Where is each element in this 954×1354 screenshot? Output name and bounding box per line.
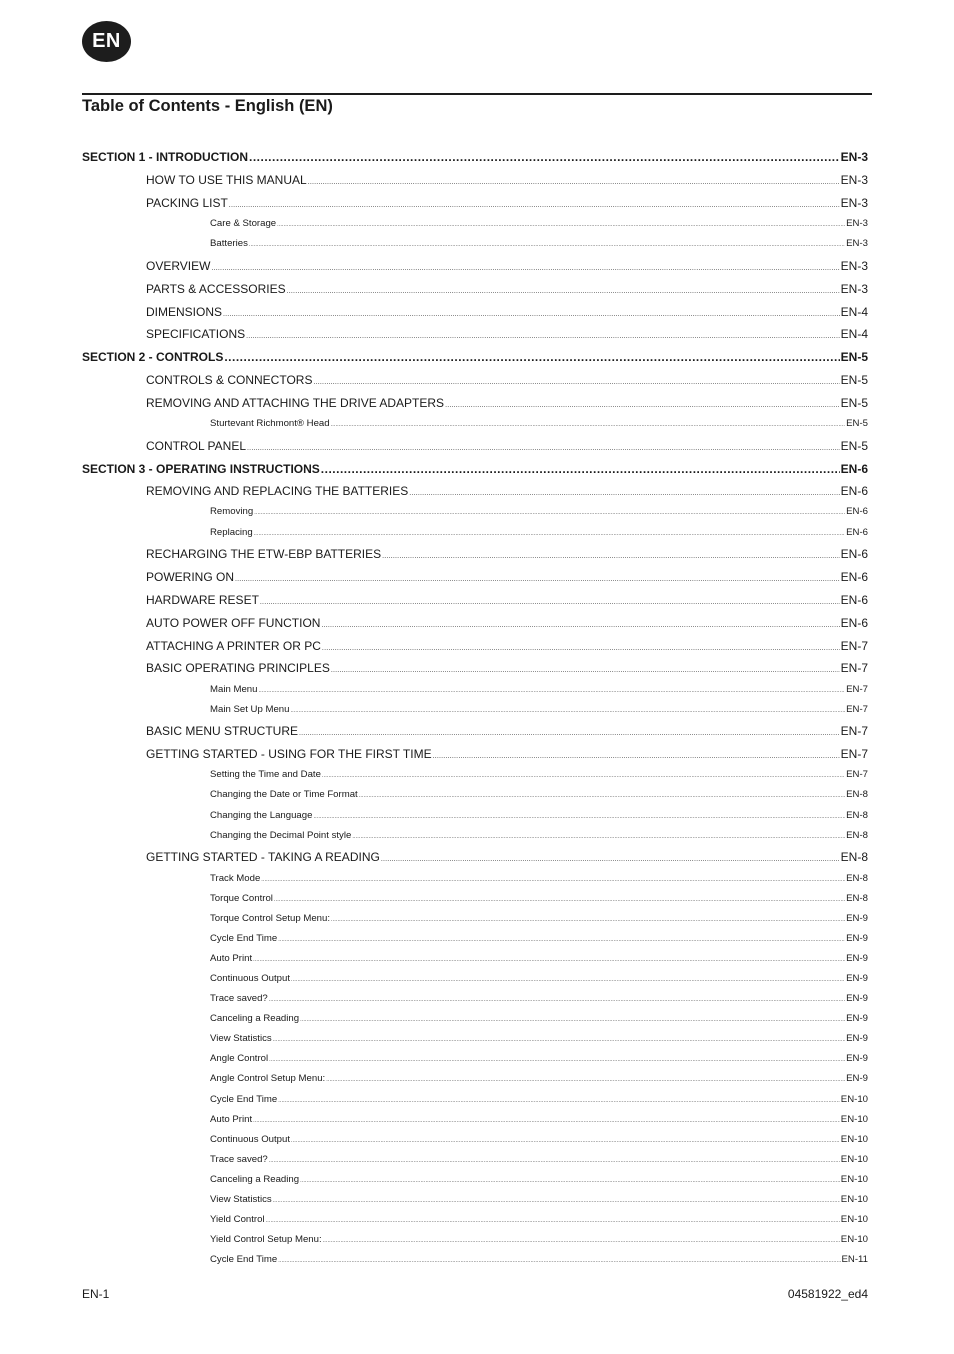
toc-entry[interactable] (82, 463, 868, 475)
toc-entry-label: Trace saved? (210, 993, 268, 1004)
toc-dot-leader (300, 1014, 845, 1024)
toc-entry[interactable] (210, 1034, 868, 1044)
toc-dot-leader (273, 1195, 840, 1205)
toc-entry-label: BASIC OPERATING PRINCIPLES (146, 661, 330, 675)
toc-entry-label: BASIC MENU STRUCTURE (146, 724, 299, 738)
toc-entry[interactable] (210, 528, 868, 538)
toc-entry[interactable] (146, 851, 868, 863)
toc-entry-label: Cycle End Time (210, 1094, 278, 1105)
toc-entry[interactable] (210, 974, 868, 984)
toc-dot-leader (266, 1215, 840, 1225)
toc-entry[interactable] (210, 1175, 868, 1185)
toc-entry-label: HOW TO USE THIS MANUAL (146, 173, 307, 187)
toc-entry-page: EN-8 (846, 810, 868, 821)
toc-entry[interactable] (146, 617, 868, 629)
toc-entry-page: EN-8 (840, 850, 868, 864)
toc-entry-label: Batteries (210, 238, 248, 249)
toc-entry-page: EN-8 (846, 873, 868, 884)
toc-entry[interactable] (210, 954, 868, 964)
toc-entry-label: Auto Print (210, 1114, 253, 1125)
toc-dot-leader (321, 463, 840, 475)
toc-entry-page: EN-10 (840, 1114, 868, 1125)
toc-entry-page: EN-3 (846, 218, 868, 229)
toc-entry[interactable] (210, 994, 868, 1004)
toc-entry-label: CONTROLS & CONNECTORS (146, 373, 313, 387)
toc-entry-label: PARTS & ACCESSORIES (146, 282, 286, 296)
toc-entry-label: Main Set Up Menu (210, 704, 290, 715)
toc-dot-leader (269, 994, 845, 1004)
toc-dot-leader (261, 874, 845, 884)
toc-entry-label: Changing the Date or Time Format (210, 789, 358, 800)
toc-entry[interactable] (210, 685, 868, 695)
toc-dot-leader (287, 283, 840, 295)
toc-entry-label: Trace saved? (210, 1154, 268, 1165)
toc-entry[interactable] (210, 1135, 868, 1145)
toc-entry-page: EN-7 (840, 661, 868, 675)
toc-dot-leader (331, 914, 845, 924)
toc-entry-label: POWERING ON (146, 570, 235, 584)
toc-entry-page: EN-10 (840, 1234, 868, 1245)
toc-entry[interactable] (210, 894, 868, 904)
toc-entry[interactable] (210, 1195, 868, 1205)
toc-entry-label: SPECIFICATIONS (146, 327, 246, 341)
toc-entry-page: EN-8 (846, 789, 868, 800)
toc-dot-leader (278, 934, 845, 944)
toc-entry-label: Changing the Decimal Point style (210, 830, 352, 841)
toc-entry-page: EN-7 (846, 704, 868, 715)
toc-entry[interactable] (146, 440, 868, 452)
toc-entry-page: EN-10 (840, 1194, 868, 1205)
toc-entry[interactable] (146, 748, 868, 760)
toc-entry-page: EN-4 (840, 327, 868, 341)
toc-entry-page: EN-10 (840, 1094, 868, 1105)
toc-entry[interactable] (146, 640, 868, 652)
toc-entry-page: EN-4 (840, 305, 868, 319)
footer-document-id: 04581922_ed4 (787, 1287, 868, 1301)
toc-entry-page: EN-6 (840, 616, 868, 630)
toc-entry-page: EN-9 (846, 1053, 868, 1064)
toc-entry-label: HARDWARE RESET (146, 593, 259, 607)
toc-dot-leader (308, 174, 840, 186)
toc-dot-leader (409, 485, 839, 497)
toc-dot-leader (300, 1175, 840, 1185)
toc-entry[interactable] (146, 725, 868, 737)
toc-entry-label: Canceling a Reading (210, 1174, 300, 1185)
toc-entry-page: EN-9 (846, 933, 868, 944)
toc-entry[interactable] (146, 548, 868, 560)
toc-dot-leader (249, 151, 840, 163)
toc-entry-page: EN-3 (840, 173, 868, 187)
toc-entry[interactable] (146, 571, 868, 583)
toc-dot-leader (445, 397, 840, 409)
toc-entry-page: EN-10 (840, 1134, 868, 1145)
toc-dot-leader (274, 894, 845, 904)
toc-entry-label: Torque Control (210, 893, 273, 904)
toc-entry[interactable] (82, 151, 868, 163)
footer-page-number: EN-1 (82, 1287, 110, 1301)
toc-entry-label: GETTING STARTED - TAKING A READING (146, 850, 380, 864)
toc-entry-page: EN-9 (846, 1033, 868, 1044)
toc-entry-label: Yield Control (210, 1214, 265, 1225)
toc-entry-label: Changing the Language (210, 810, 313, 821)
toc-entry-label: AUTO POWER OFF FUNCTION (146, 616, 321, 630)
toc-entry-page: EN-6 (840, 484, 868, 498)
toc-entry-label: View Statistics (210, 1033, 272, 1044)
toc-entry[interactable] (210, 874, 868, 884)
toc-entry-page: EN-6 (846, 506, 868, 517)
toc-entry-label: Auto Print (210, 953, 253, 964)
toc-dot-leader (254, 528, 845, 538)
toc-dot-leader (323, 1235, 840, 1245)
toc-entry-label: Removing (210, 506, 254, 517)
toc-dot-leader (433, 748, 840, 760)
toc-entry-page: EN-10 (840, 1174, 868, 1185)
toc-entry[interactable] (146, 306, 868, 318)
toc-dot-leader (253, 954, 845, 964)
toc-entry[interactable] (210, 1054, 868, 1064)
toc-dot-leader (273, 1034, 845, 1044)
toc-dot-leader (359, 790, 845, 800)
toc-entry-label: Continuous Output (210, 1134, 291, 1145)
toc-entry-page: EN-3 (840, 150, 868, 164)
toc-entry-label: PACKING LIST (146, 196, 228, 210)
toc-entry[interactable] (210, 1014, 868, 1024)
toc-entry-page: EN-10 (840, 1214, 868, 1225)
toc-entry[interactable] (146, 662, 868, 674)
toc-entry-page: EN-5 (846, 418, 868, 429)
toc-dot-leader (253, 1115, 840, 1125)
toc-dot-leader (223, 306, 840, 318)
toc-dot-leader (277, 219, 845, 229)
language-badge-label: EN (92, 30, 121, 52)
toc-dot-leader (382, 548, 840, 560)
toc-entry[interactable] (210, 1074, 868, 1084)
toc-entry-label: Angle Control Setup Menu: (210, 1073, 326, 1084)
toc-entry[interactable] (210, 1235, 868, 1245)
toc-entry[interactable] (210, 1115, 868, 1125)
toc-entry-label: SECTION 3 - OPERATING INSTRUCTIONS (82, 462, 320, 476)
toc-entry[interactable] (210, 934, 868, 944)
toc-entry-label: REMOVING AND ATTACHING THE DRIVE ADAPTERS (146, 396, 445, 410)
toc-entry[interactable] (146, 485, 868, 497)
toc-dot-leader (269, 1054, 845, 1064)
toc-entry-label: GETTING STARTED - USING FOR THE FIRST TIME (146, 747, 432, 761)
toc-entry-label: Sturtevant Richmont® Head (210, 418, 330, 429)
toc-dot-leader (331, 662, 840, 674)
toc-dot-leader (258, 685, 845, 695)
toc-dot-leader (278, 1095, 840, 1105)
toc-entry[interactable] (210, 914, 868, 924)
toc-dot-leader (381, 851, 840, 863)
toc-entry-label: Torque Control Setup Menu: (210, 913, 330, 924)
toc-entry-page: EN-5 (840, 373, 868, 387)
toc-entry-label: Cycle End Time (210, 1254, 278, 1265)
toc-entry-page: EN-6 (840, 593, 868, 607)
toc-entry-page: EN-7 (840, 724, 868, 738)
toc-entry-page: EN-6 (840, 547, 868, 561)
toc-dot-leader (313, 374, 839, 386)
toc-entry[interactable] (210, 831, 868, 841)
toc-entry[interactable] (210, 1095, 868, 1105)
toc-entry-page: EN-5 (840, 396, 868, 410)
toc-entry-page: EN-6 (840, 570, 868, 584)
toc-dot-leader (229, 197, 840, 209)
toc-dot-leader (247, 440, 840, 452)
toc-dot-leader (299, 725, 840, 737)
toc-entry-label: Continuous Output (210, 973, 291, 984)
toc-entry-page: EN-9 (846, 993, 868, 1004)
toc-dot-leader (322, 640, 840, 652)
toc-entry-label: View Statistics (210, 1194, 272, 1205)
toc-entry-page: EN-5 (840, 439, 868, 453)
toc-entry[interactable] (146, 260, 868, 272)
toc-entry[interactable] (146, 328, 868, 340)
toc-entry-page: EN-9 (846, 953, 868, 964)
toc-entry-page: EN-7 (840, 747, 868, 761)
toc-dot-leader (260, 594, 840, 606)
toc-entry[interactable] (146, 397, 868, 409)
toc-dot-leader (211, 260, 839, 272)
toc-entry[interactable] (210, 790, 868, 800)
toc-entry-label: SECTION 1 - INTRODUCTION (82, 150, 249, 164)
toc-dot-leader (235, 571, 840, 583)
toc-dot-leader (322, 770, 845, 780)
toc-dot-leader (321, 617, 839, 629)
toc-dot-leader (269, 1155, 840, 1165)
toc-entry-label: ATTACHING A PRINTER OR PC (146, 639, 321, 653)
toc-entry-page: EN-7 (840, 639, 868, 653)
toc-entry[interactable] (146, 174, 868, 186)
toc-entry-label: OVERVIEW (146, 259, 211, 273)
toc-entry[interactable] (210, 239, 868, 249)
toc-entry-page: EN-5 (840, 350, 868, 364)
toc-entry-page: EN-8 (846, 830, 868, 841)
toc-dot-leader (254, 507, 845, 517)
toc-dot-leader (290, 705, 845, 715)
toc-entry-label: SECTION 2 - CONTROLS (82, 350, 224, 364)
toc-entry-label: CONTROL PANEL (146, 439, 247, 453)
toc-entry[interactable] (210, 811, 868, 821)
toc-entry-page: EN-3 (840, 259, 868, 273)
toc-entry-label: Setting the Time and Date (210, 769, 321, 780)
toc-entry-page: EN-3 (846, 238, 868, 249)
toc-entry-page: EN-3 (840, 196, 868, 210)
toc-entry-label: Angle Control (210, 1053, 269, 1064)
toc-dot-leader (246, 328, 840, 340)
toc-entry-page: EN-8 (846, 893, 868, 904)
toc-entry[interactable] (146, 594, 868, 606)
toc-entry[interactable] (210, 219, 868, 229)
toc-entry-label: RECHARGING THE ETW-EBP BATTERIES (146, 547, 382, 561)
toc-entry[interactable] (210, 1255, 868, 1265)
toc-entry[interactable] (82, 351, 868, 363)
toc-entry-page: EN-11 (841, 1254, 868, 1265)
toc-entry[interactable] (210, 507, 868, 517)
toc-dot-leader (291, 1135, 840, 1145)
toc-entry-label: Main Menu (210, 684, 258, 695)
toc-entry-label: Canceling a Reading (210, 1013, 300, 1024)
toc-dot-leader (278, 1255, 840, 1265)
toc-entry[interactable] (146, 283, 868, 295)
toc-entry[interactable] (210, 770, 868, 780)
toc-dot-leader (291, 974, 845, 984)
toc-dot-leader (352, 831, 845, 841)
toc-entry-page: EN-7 (846, 684, 868, 695)
toc-entry-label: Replacing (210, 527, 253, 538)
toc-entry-label: REMOVING AND REPLACING THE BATTERIES (146, 484, 409, 498)
toc-entry-page: EN-6 (840, 462, 868, 476)
toc-entry-page: EN-6 (846, 527, 868, 538)
toc-entry[interactable] (146, 374, 868, 386)
toc-entry-label: DIMENSIONS (146, 305, 223, 319)
toc-entry[interactable] (146, 197, 868, 209)
toc-dot-leader (326, 1074, 845, 1084)
toc-entry-label: Cycle End Time (210, 933, 278, 944)
toc-entry[interactable] (210, 419, 868, 429)
toc-entry-label: Track Mode (210, 873, 261, 884)
page-title: Table of Contents - English (EN) (82, 97, 333, 115)
toc-dot-leader (313, 811, 845, 821)
toc-entry-page: EN-10 (840, 1154, 868, 1165)
toc-dot-leader (224, 351, 839, 363)
toc-entry-page: EN-3 (840, 282, 868, 296)
toc-entry-page: EN-9 (846, 1013, 868, 1024)
toc-entry-page: EN-7 (846, 769, 868, 780)
toc-dot-leader (331, 419, 846, 429)
toc-entry-page: EN-9 (846, 913, 868, 924)
toc-entry-page: EN-9 (846, 1073, 868, 1084)
toc-entry[interactable] (210, 1215, 868, 1225)
toc-entry-label: Care & Storage (210, 218, 277, 229)
toc-entry[interactable] (210, 1155, 868, 1165)
toc-entry-page: EN-9 (846, 973, 868, 984)
toc-entry[interactable] (210, 705, 868, 715)
toc-entry-label: Yield Control Setup Menu: (210, 1234, 322, 1245)
toc-dot-leader (249, 239, 845, 249)
